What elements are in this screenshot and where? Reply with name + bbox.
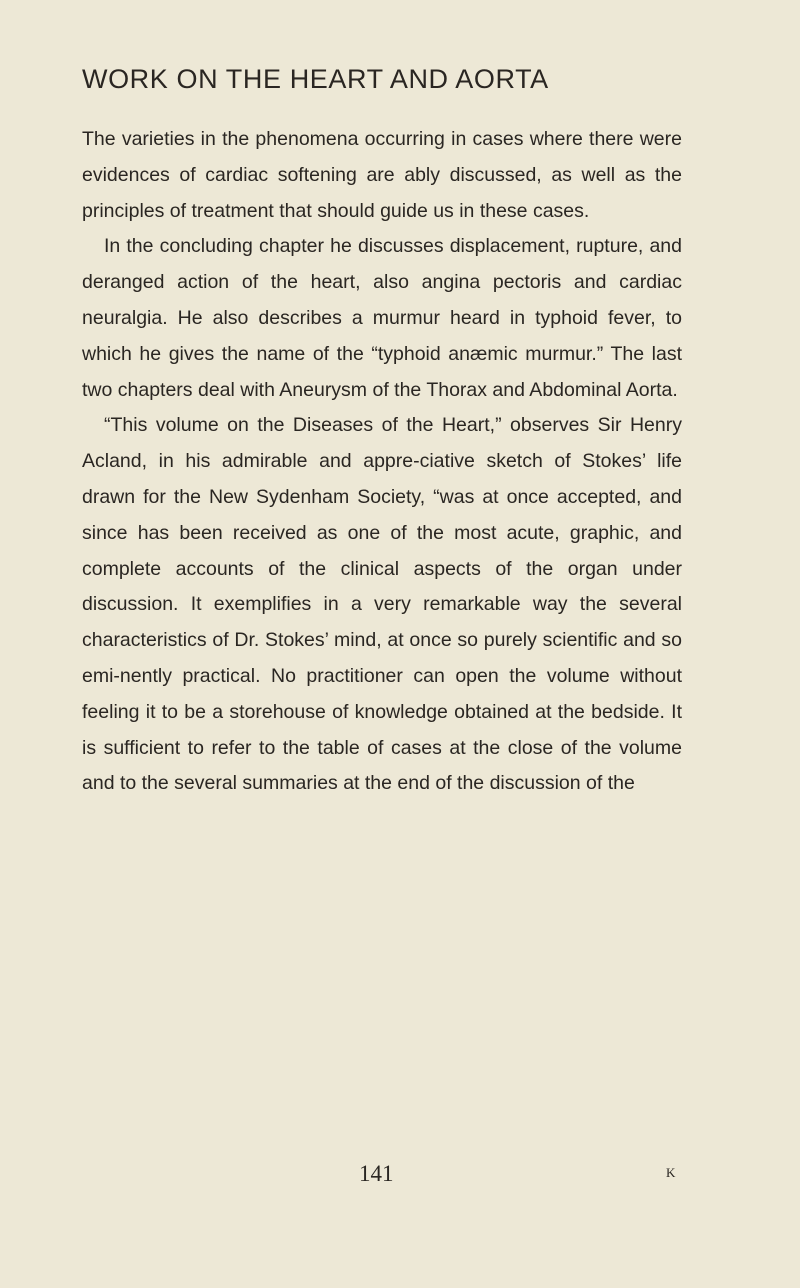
paragraph-3: “This volume on the Diseases of the Heart,” observes Sir Henry Acland, in his admirable and appre-ciative sketch of Stokes’ life drawn for the New Sydenham Society, “was at once accepted, and since has been received as one of the most acute, graphic, and complete accounts of the clinical aspects of the organ under discussion. It exemplifies in a very remarkable way the several characteristics of Dr. Stokes’ mind, at once so purely scientific and so emi-nently practical. No practitioner can open the volume without feeling it to be a storehouse of knowledge obtained at the bedside. It is sufficient to refer to the table of cases at the close of the volume and to the several summaries at the end of the discussion of the bbox=[82, 414, 682, 795]
signature-mark: K bbox=[666, 1165, 676, 1180]
page-footer bbox=[0, 1159, 800, 1189]
page-number: 141 bbox=[359, 1161, 394, 1186]
running-head: WORK ON THE HEART AND AORTA bbox=[82, 64, 549, 94]
body-text bbox=[82, 122, 682, 802]
paragraph-2: In the concluding chapter he discusses displacement, rupture, and deranged action of the heart, also angina pectoris and cardiac neuralgia. He also describes a murmur heard in typhoid fever, to which he gives the name of the “typhoid anæmic murmur.” The last two chapters deal with Aneurysm of the Thorax and Abdominal Aorta. bbox=[82, 235, 682, 401]
paragraph-1: The varieties in the phenomena occurring in cases where there were evidences of cardiac softening are ably discussed, as well as the principles of treatment that should guide us in these cases. bbox=[82, 128, 682, 222]
